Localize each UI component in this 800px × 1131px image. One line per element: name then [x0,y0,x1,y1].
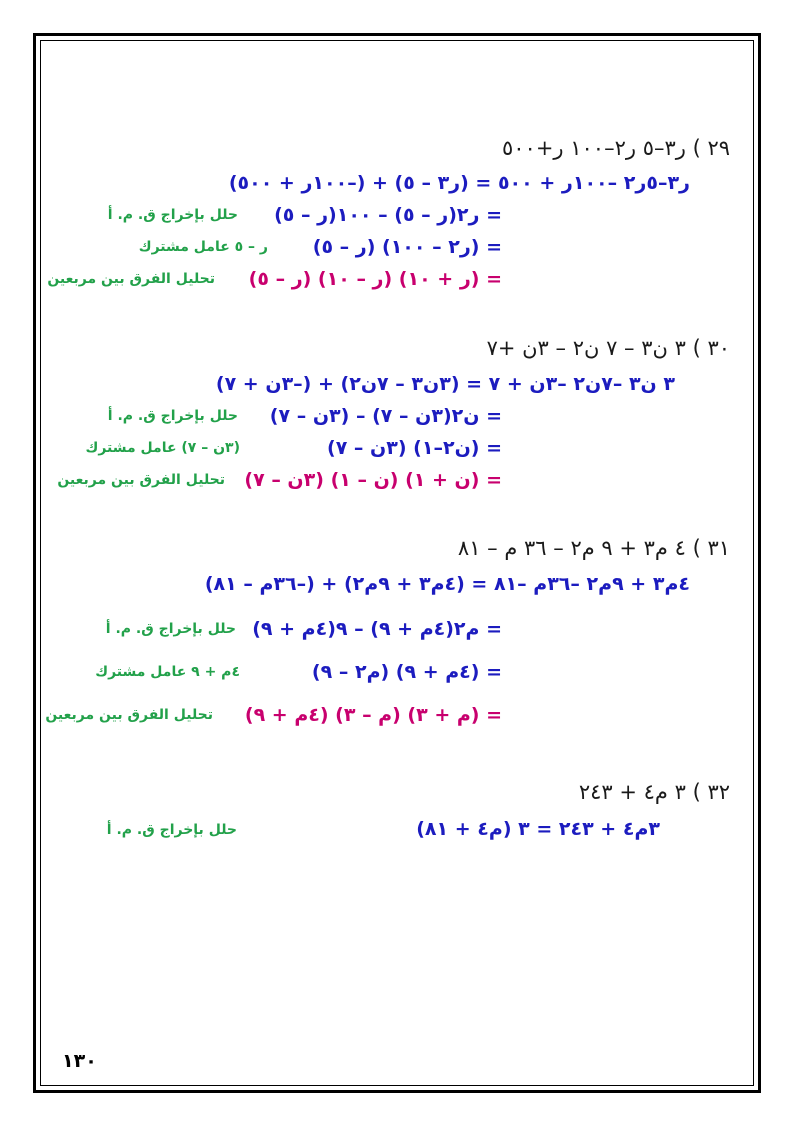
problem-32-note-1: حلل بإخراج ق. م. أ [106,822,237,838]
problem-30-statement: ٣٠ ) ٣ ن٣ – ٧ ن٢ – ٣ن +٧ [486,336,730,360]
problem-30-step-2: = ن٢(٣ن – ٧) – (٣ن – ٧) [269,405,502,427]
problem-31-step-1: ٤م٣ + ٩م٢ –٣٦م –٨١ = (٤م٣ + ٩م٢) + (–٣٦م – ٨١) [204,573,690,595]
problem-29-step-4: = (ر + ١٠) (ر – ١٠) (ر – ٥) [248,268,502,290]
problem-30-step-3: = (ن٢–١) (٣ن – ٧) [327,437,502,459]
problem-29-statement: ٢٩ ) ر٣–٥ ر٢–١٠٠ ر+٥٠٠ [501,136,730,160]
problem-31-step-2: = م٢(٤م + ٩) – ٩(٤م + ٩) [252,618,502,640]
problem-31-note-1: حلل بإخراج ق. م. أ [105,621,236,637]
problem-31-step-4: = (م + ٣) (م – ٣) (٤م + ٩) [244,704,502,726]
problem-32-step-1: ٣م٤ + ٢٤٣ = ٣ (م٤ + ٨١) [416,818,660,840]
page-number: ١٣٠ [62,1050,97,1072]
problem-29-step-2: = ر٢(ر – ٥) – ١٠٠(ر – ٥) [274,204,502,226]
problem-30-step-4: = (ن + ١) (ن – ١) (٣ن – ٧) [244,469,502,491]
problem-31-statement: ٣١ ) ٤ م٣ + ٩ م٢ – ٣٦ م – ٨١ [457,536,730,560]
problem-30-note-1: حلل بإخراج ق. م. أ [107,408,238,424]
problem-29-step-1: ر٣–٥ر٢ –١٠٠ر + ٥٠٠ = (ر٣ – ٥) + (–١٠٠ر + ٥٠٠) [228,172,690,194]
problem-29-note-2: ر – ٥ عامل مشترك [138,239,268,255]
problem-29-note-1: حلل بإخراج ق. م. أ [107,207,238,223]
problem-31-note-2: ٤م + ٩ عامل مشترك [95,664,240,680]
problem-30-step-1: ٣ ن٣ –٧ن٢ –٣ن + ٧ = (٣ن٣ – ٧ن٢) + (–٣ن + ٧) [215,373,675,395]
problem-31-step-3: = (٤م + ٩) (م٢ – ٩) [311,661,502,683]
problem-30-note-2: (٣ن – ٧) عامل مشترك [85,440,240,456]
problem-31-note-3: تحليل الفرق بين مربعين [45,707,213,723]
problem-29-note-3: تحليل الفرق بين مربعين [47,271,215,287]
problem-30-note-3: تحليل الفرق بين مربعين [57,472,225,488]
page-border-inner [40,40,754,1086]
problem-32-statement: ٣٢ ) ٣ م٤ + ٢٤٣ [578,780,730,804]
problem-29-step-3: = (ر٢ – ١٠٠) (ر – ٥) [312,236,502,258]
